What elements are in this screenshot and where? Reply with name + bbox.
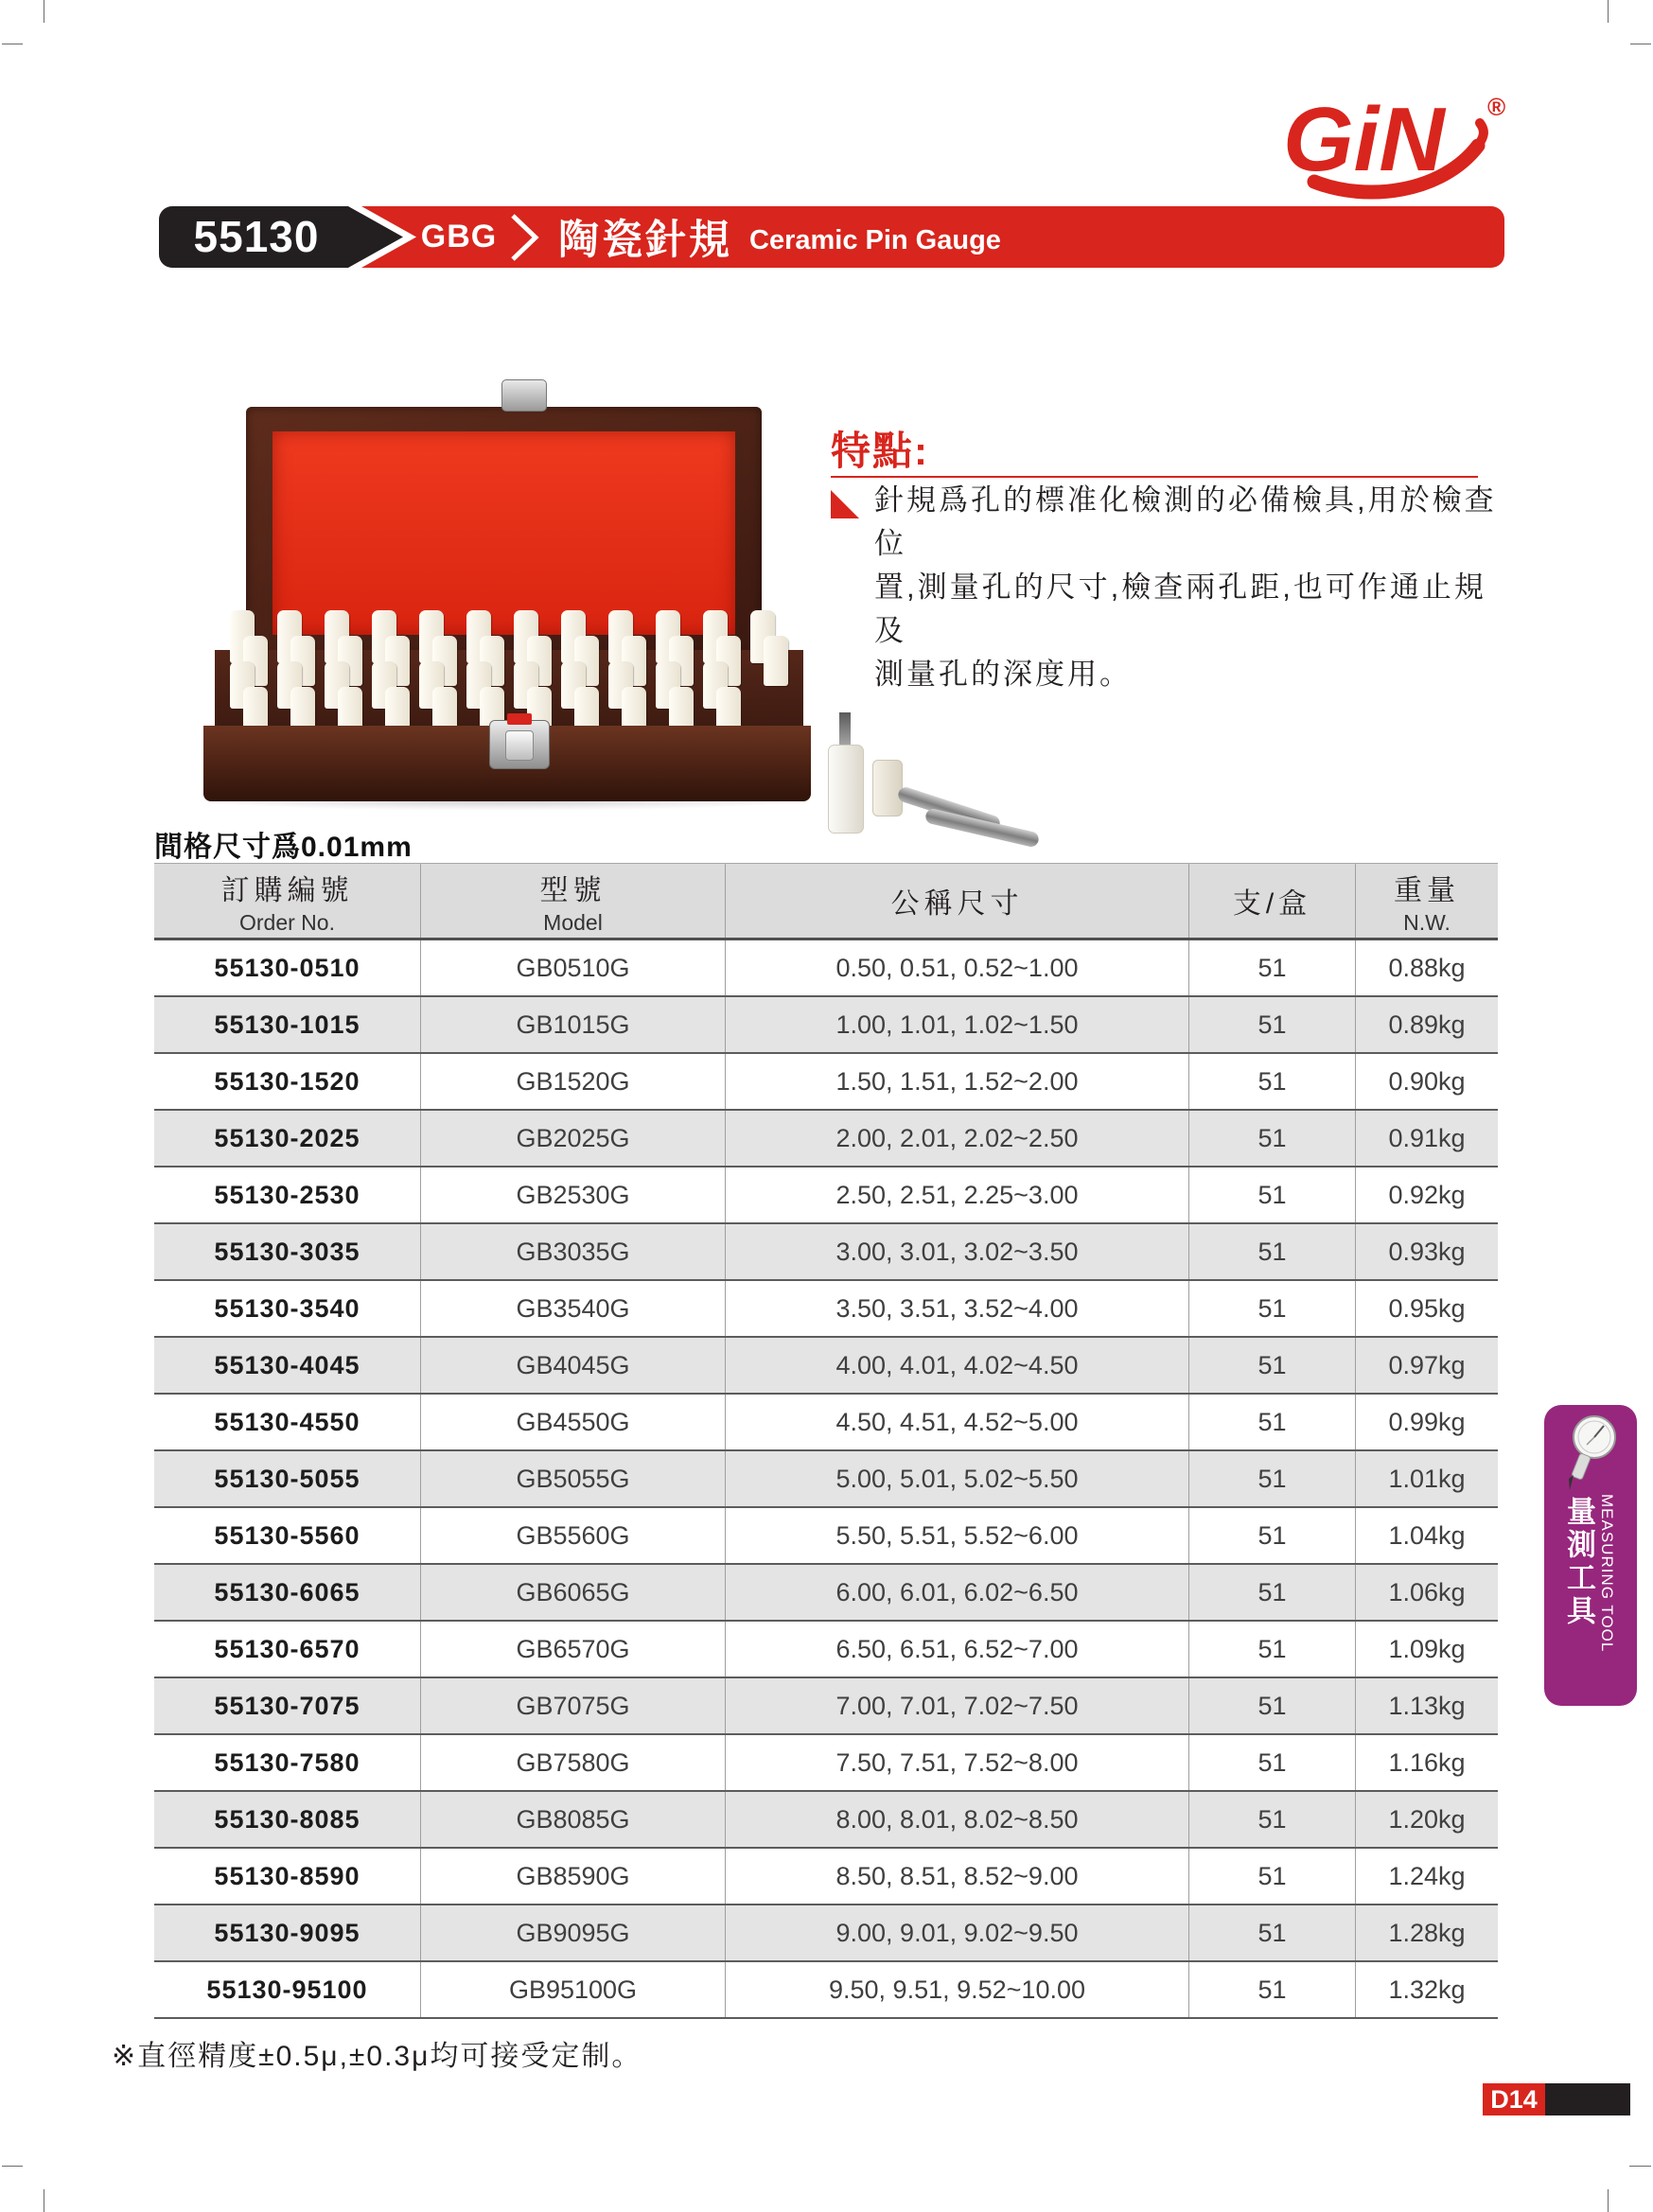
table-cell-model: GB6065G: [421, 1565, 726, 1620]
table-cell-model: GB1520G: [421, 1054, 726, 1109]
table-cell-size: 8.50, 8.51, 8.52~9.00: [726, 1849, 1189, 1904]
table-cell-size: 9.00, 9.01, 9.02~9.50: [726, 1905, 1189, 1960]
table-header: [154, 863, 1498, 940]
table-row: [154, 1111, 1498, 1167]
table-row: [154, 1281, 1498, 1338]
table-cell-model: GB2025G: [421, 1111, 726, 1166]
latch-inner: [505, 730, 534, 761]
table-cell-model: GB5560G: [421, 1508, 726, 1563]
table-cell-order: 55130-1520: [154, 1054, 421, 1109]
table-cell-order: 55130-8590: [154, 1849, 421, 1904]
table-cell-weight: 1.32kg: [1388, 1975, 1466, 2004]
table-cell-order: 55130-1015: [154, 997, 421, 1052]
pin-vise-body: [828, 745, 864, 834]
table-cell-qty: 51: [1189, 1395, 1356, 1449]
ceramic-pin: [622, 687, 646, 731]
ceramic-pin: [385, 687, 410, 731]
table-cell-order: 55130-6570: [154, 1622, 421, 1677]
table-cell-size: 4.50, 4.51, 4.52~5.00: [726, 1395, 1189, 1449]
table-cell-qty: 51: [1189, 1224, 1356, 1279]
table-cell-size: 6.50, 6.51, 6.52~7.00: [726, 1622, 1189, 1677]
table-cell-qty: 51: [1189, 1905, 1356, 1960]
table-row: [154, 1735, 1498, 1792]
table-row: [154, 1849, 1498, 1905]
table-row: [154, 1395, 1498, 1451]
table-cell-order: 55130-5560: [154, 1508, 421, 1563]
table-cell-qty: 51: [1189, 1338, 1356, 1393]
pin-cap: [872, 760, 903, 816]
table-row: [154, 1508, 1498, 1565]
table-cell-model: GB2530G: [421, 1167, 726, 1222]
table-cell-size: 5.00, 5.01, 5.02~5.50: [726, 1451, 1189, 1506]
table-cell-size: 1.00, 1.01, 1.02~1.50: [726, 997, 1189, 1052]
table-cell-model: GB3540G: [421, 1281, 726, 1336]
side-tab-label-en: MEASURING TOOL: [1598, 1494, 1616, 1653]
features-line: 測量孔的深度用。: [874, 658, 1132, 691]
table-cell-qty: 51: [1189, 1622, 1356, 1677]
table-cell-weight: 0.89kg: [1388, 1009, 1466, 1039]
features-line: 針規爲孔的標准化檢測的必備檢具,用於檢查位: [874, 483, 1497, 560]
features-heading: 特點:: [831, 429, 929, 473]
table-cell-weight: 1.28kg: [1388, 1918, 1466, 1947]
table-cell-weight: 1.13kg: [1388, 1691, 1466, 1720]
table-cell-size: 5.50, 5.51, 5.52~6.00: [726, 1508, 1189, 1563]
crop-mark: [1608, 0, 1609, 23]
table-cell-order: 55130-3540: [154, 1281, 421, 1336]
table-cell-qty: 51: [1189, 1792, 1356, 1847]
table-cell-weight: 0.91kg: [1388, 1123, 1466, 1152]
ceramic-pin: [243, 687, 268, 731]
table-cell-model: GB4045G: [421, 1338, 726, 1393]
table-cell-qty: 51: [1189, 1054, 1356, 1109]
table-cell-qty: 51: [1189, 1508, 1356, 1563]
features-text: [874, 479, 1499, 696]
table-cell-qty: 51: [1189, 1281, 1356, 1336]
table-cell-size: 1.50, 1.51, 1.52~2.00: [726, 1054, 1189, 1109]
table-cell-size: 2.00, 2.01, 2.02~2.50: [726, 1111, 1189, 1166]
table-cell-order: 55130-7580: [154, 1735, 421, 1790]
table-cell-model: GB1015G: [421, 997, 726, 1052]
table-row: [154, 1054, 1498, 1111]
header-weight: 重量 N.W.: [1394, 874, 1460, 935]
table-row: [154, 1792, 1498, 1849]
crop-mark: [2, 2166, 23, 2167]
ceramic-pin: [574, 687, 599, 731]
table-cell-qty: 51: [1189, 1111, 1356, 1166]
table-cell-weight: 0.92kg: [1388, 1180, 1466, 1209]
box-hinge-clasp: [501, 379, 547, 412]
crop-mark: [1629, 2166, 1651, 2167]
chevron-icon: [507, 214, 541, 266]
table-cell-order: 55130-7075: [154, 1678, 421, 1733]
table-cell-qty: 51: [1189, 1678, 1356, 1733]
gin-logo-icon: [1262, 76, 1518, 208]
table-cell-size: 7.50, 7.51, 7.52~8.00: [726, 1735, 1189, 1790]
table-cell-weight: 0.95kg: [1388, 1293, 1466, 1323]
table-row: [154, 1678, 1498, 1735]
table-cell-model: GB5055G: [421, 1451, 726, 1506]
page-title: [558, 206, 1001, 268]
table-row: [154, 1167, 1498, 1224]
table-cell-model: GB8590G: [421, 1849, 726, 1904]
table-row: [154, 940, 1498, 997]
table-cell-model: GB8085G: [421, 1792, 726, 1847]
box-latch: [489, 720, 550, 769]
table-row: [154, 1905, 1498, 1962]
product-code: 55130: [193, 212, 320, 261]
table-cell-order: 55130-4045: [154, 1338, 421, 1393]
table-cell-qty: 51: [1189, 1962, 1356, 2017]
ceramic-pin: [338, 687, 362, 731]
table-cell-weight: 1.06kg: [1388, 1577, 1466, 1606]
table-cell-order: 55130-4550: [154, 1395, 421, 1449]
table-cell-order: 55130-6065: [154, 1565, 421, 1620]
table-cell-order: 55130-5055: [154, 1451, 421, 1506]
features-line: 置,測量孔的尺寸,檢查兩孔距,也可作通止規及: [874, 571, 1486, 647]
table-cell-order: 55130-3035: [154, 1224, 421, 1279]
table-cell-qty: 51: [1189, 1451, 1356, 1506]
triangle-bullet-icon: [831, 490, 859, 523]
table-cell-size: 0.50, 0.51, 0.52~1.00: [726, 940, 1189, 995]
header-banner: [159, 206, 1504, 268]
table-cell-qty: 51: [1189, 940, 1356, 995]
table-cell-weight: 1.16kg: [1388, 1747, 1466, 1777]
table-cell-order: 55130-0510: [154, 940, 421, 995]
ceramic-pin: [669, 687, 694, 731]
table-row: [154, 1962, 1498, 2019]
product-table: [154, 863, 1498, 2019]
table-cell-weight: 0.97kg: [1388, 1350, 1466, 1379]
table-cell-weight: 1.24kg: [1388, 1861, 1466, 1890]
table-cell-weight: 0.90kg: [1388, 1066, 1466, 1096]
latch-sticker: [507, 713, 532, 725]
table-cell-qty: 51: [1189, 1735, 1356, 1790]
table-cell-order: 55130-2530: [154, 1167, 421, 1222]
series-code: GBG: [420, 219, 498, 255]
table-cell-size: 4.00, 4.01, 4.02~4.50: [726, 1338, 1189, 1393]
table-cell-weight: 0.93kg: [1388, 1237, 1466, 1266]
precision-note: ※直徑精度±0.5μ,±0.3μ均可接受定制。: [112, 2041, 642, 2072]
category-side-tab: [1544, 1405, 1637, 1706]
svg-text:®: ®: [1487, 93, 1506, 121]
crop-mark: [1608, 2189, 1609, 2212]
table-cell-size: 8.00, 8.01, 8.02~8.50: [726, 1792, 1189, 1847]
table-cell-model: GB6570G: [421, 1622, 726, 1677]
header-pcs-per-box: 支/盒: [1189, 864, 1356, 938]
title-zh: 陶瓷針規: [558, 218, 732, 263]
table-cell-size: 2.50, 2.51, 2.25~3.00: [726, 1167, 1189, 1222]
table-cell-model: GB7075G: [421, 1678, 726, 1733]
header-order-no: 訂購編號 Order No.: [154, 864, 421, 938]
table-cell-model: GB9095G: [421, 1905, 726, 1960]
brand-logo: [1262, 76, 1518, 208]
ceramic-pin: [290, 687, 315, 731]
table-cell-model: GB3035G: [421, 1224, 726, 1279]
table-cell-qty: 51: [1189, 1565, 1356, 1620]
table-cell-size: 7.00, 7.01, 7.02~7.50: [726, 1678, 1189, 1733]
ceramic-pin: [764, 636, 788, 686]
table-cell-size: 3.00, 3.01, 3.02~3.50: [726, 1224, 1189, 1279]
header-nominal-size: 公稱尺寸: [726, 864, 1189, 938]
table-cell-model: GB0510G: [421, 940, 726, 995]
svg-text:GiN: GiN: [1283, 89, 1445, 190]
table-cell-weight: 1.09kg: [1388, 1634, 1466, 1663]
table-cell-qty: 51: [1189, 1849, 1356, 1904]
table-cell-model: GB4550G: [421, 1395, 726, 1449]
table-row: [154, 997, 1498, 1054]
table-cell-weight: 0.88kg: [1388, 953, 1466, 982]
side-tab-label-zh: 量測工具: [1562, 1496, 1595, 1628]
table-cell-size: 9.50, 9.51, 9.52~10.00: [726, 1962, 1189, 2017]
table-cell-qty: 51: [1189, 997, 1356, 1052]
table-cell-order: 55130-95100: [154, 1962, 421, 2017]
table-body: [154, 940, 1498, 2019]
table-cell-size: 3.50, 3.51, 3.52~4.00: [726, 1281, 1189, 1336]
spacing-note: 間格尺寸爲0.01mm: [154, 832, 413, 863]
table-cell-weight: 1.20kg: [1388, 1804, 1466, 1834]
table-cell-qty: 51: [1189, 1167, 1356, 1222]
table-cell-order: 55130-2025: [154, 1111, 421, 1166]
table-cell-weight: 1.04kg: [1388, 1520, 1466, 1550]
table-cell-model: GB7580G: [421, 1735, 726, 1790]
table-cell-order: 55130-9095: [154, 1905, 421, 1960]
ceramic-pin: [432, 687, 457, 731]
table-cell-size: 6.00, 6.01, 6.02~6.50: [726, 1565, 1189, 1620]
table-cell-model: GB95100G: [421, 1962, 726, 2017]
header-model: 型號 Model: [421, 864, 726, 938]
pin-vise-tip: [839, 712, 851, 746]
table-row: [154, 1338, 1498, 1395]
table-cell-order: 55130-8085: [154, 1792, 421, 1847]
features-divider: [831, 476, 1478, 478]
table-row: [154, 1622, 1498, 1678]
ceramic-pin: [716, 687, 741, 731]
title-en: Ceramic Pin Gauge: [749, 225, 1001, 255]
table-cell-weight: 1.01kg: [1388, 1464, 1466, 1493]
dial-indicator-icon: [1560, 1413, 1621, 1501]
page-number-bar: [1545, 2083, 1630, 2115]
page-number-badge: D14: [1483, 2083, 1545, 2115]
table-row: [154, 1224, 1498, 1281]
table-cell-weight: 0.99kg: [1388, 1407, 1466, 1436]
table-row: [154, 1451, 1498, 1508]
box-lid-felt: [273, 431, 735, 635]
table-row: [154, 1565, 1498, 1622]
